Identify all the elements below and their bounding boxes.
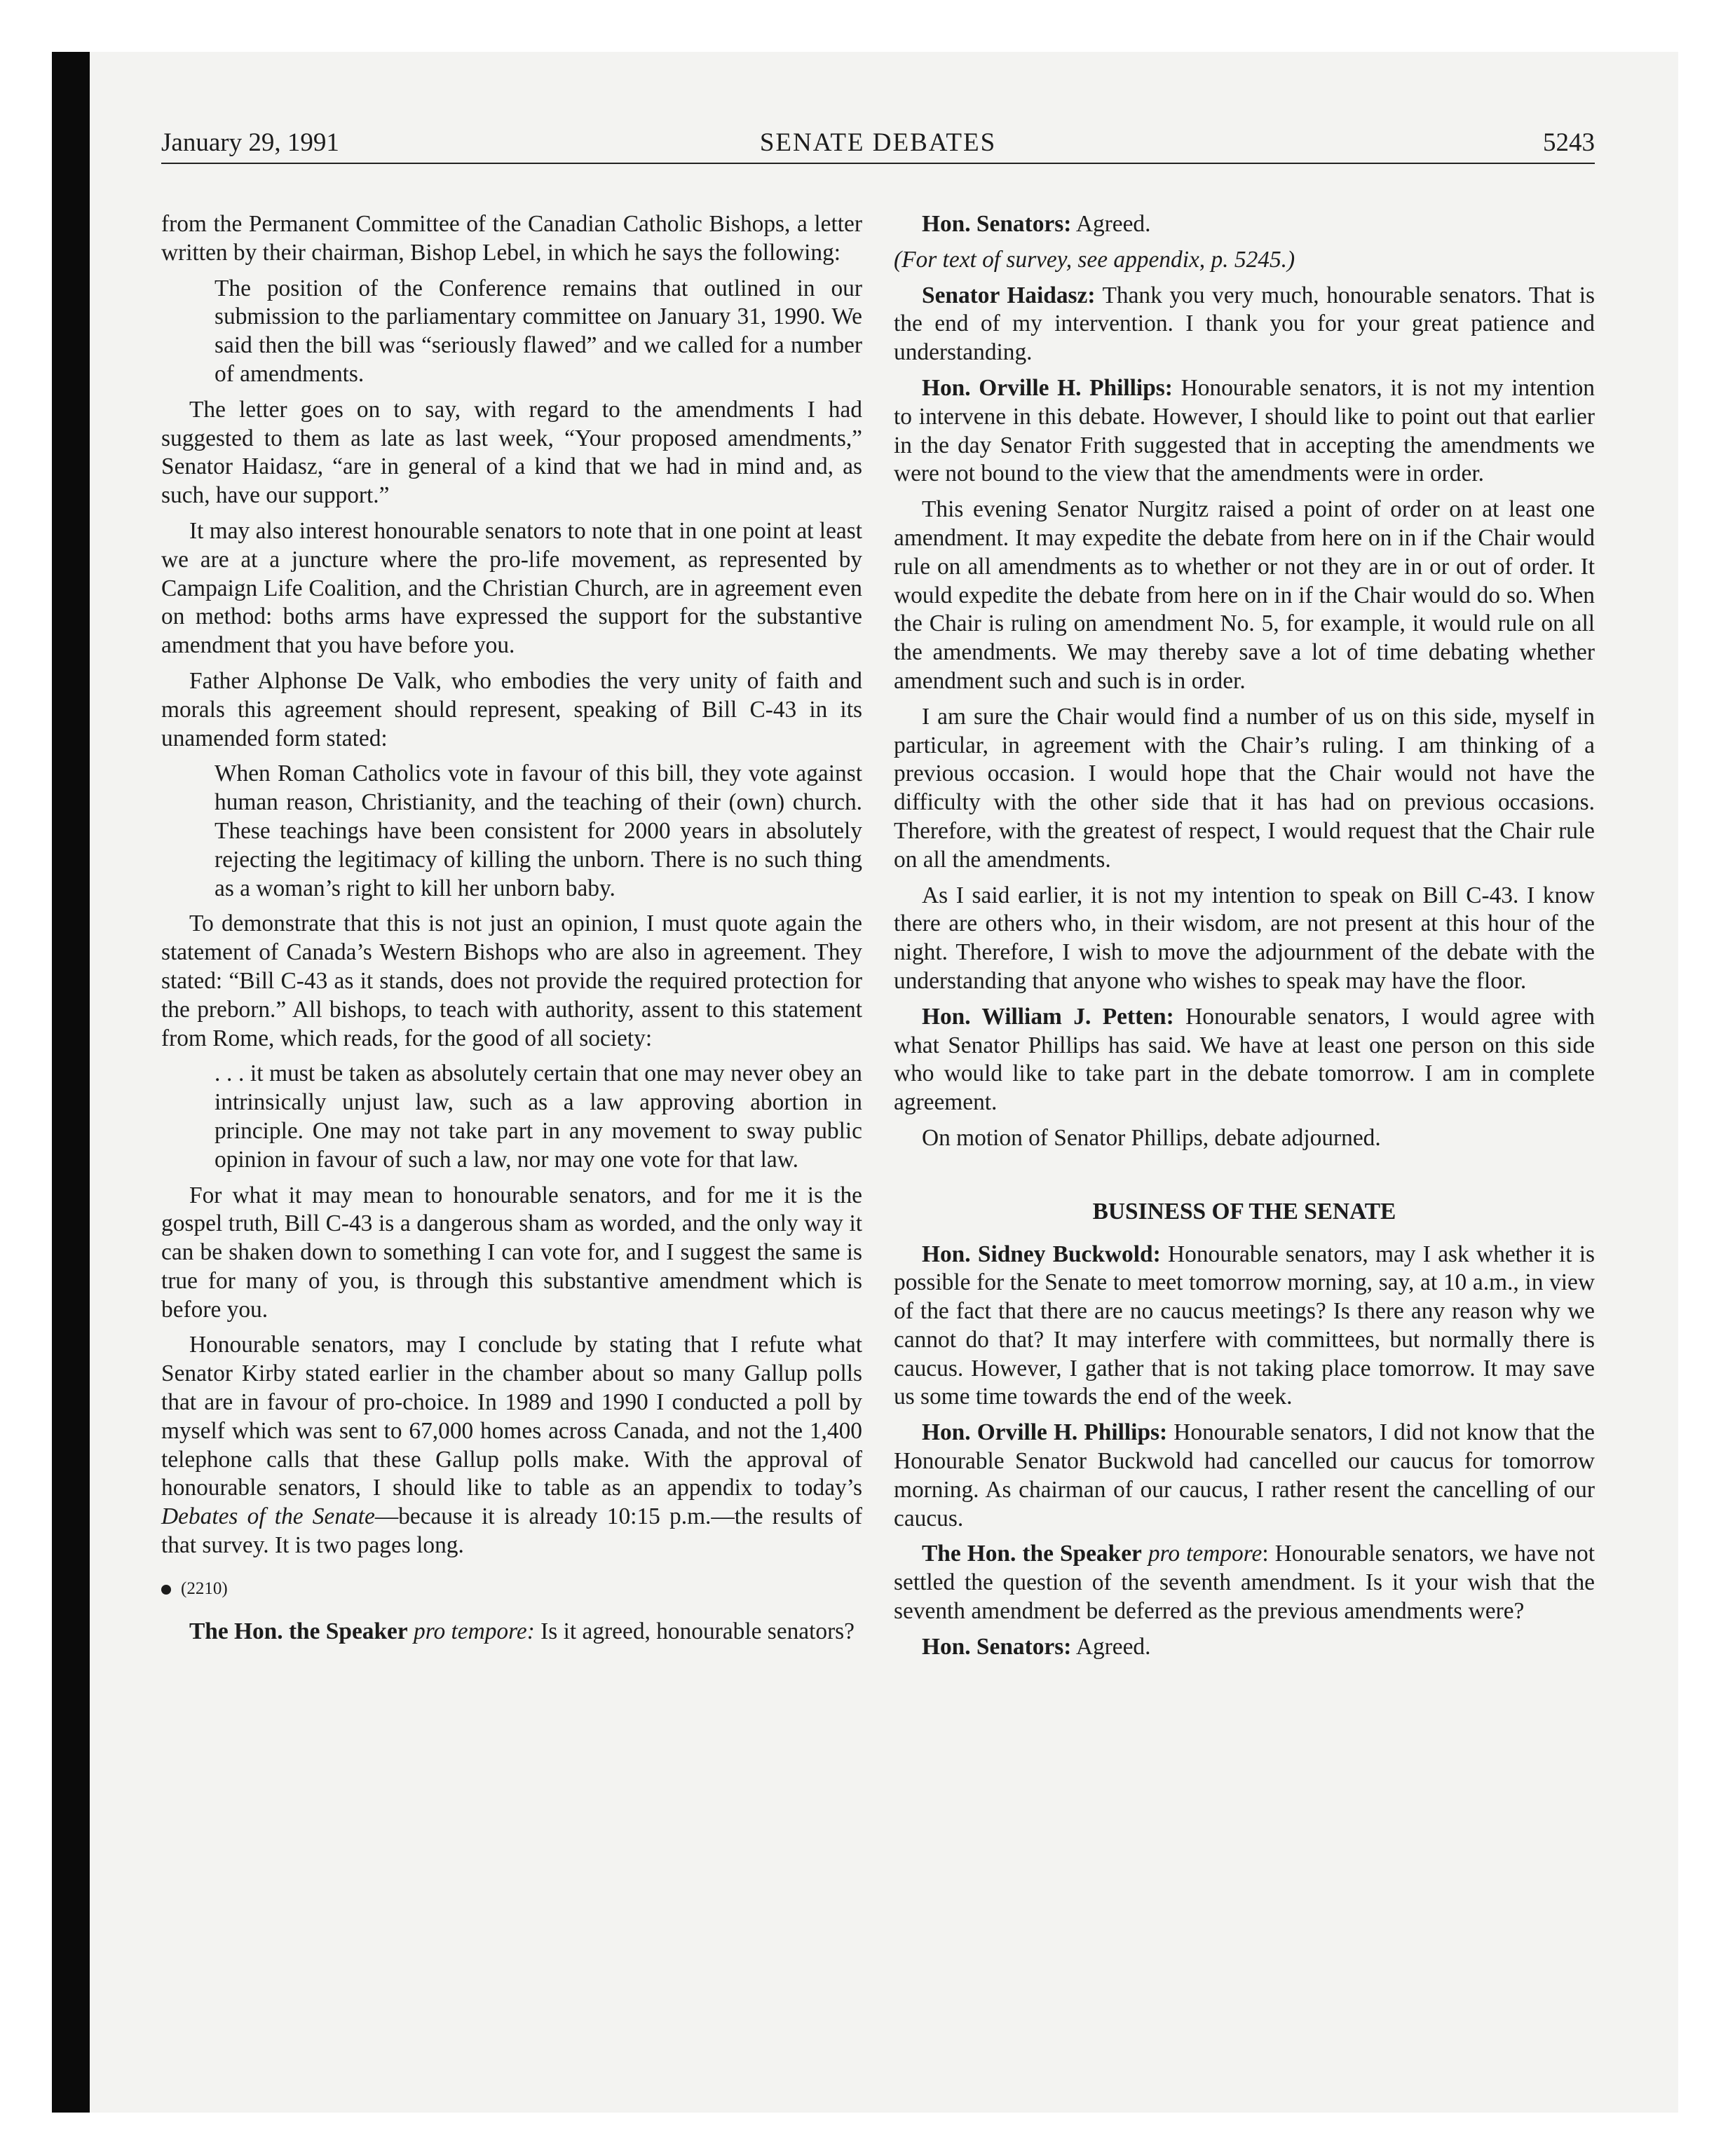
speaker-name: Hon. William J. Petten:: [922, 1003, 1174, 1030]
block-quote: The position of the Conference remains that outlined in our submission to the parliamentary committee on January 31, 1990. We said then the bill was “seriously flawed” and we called for a number of amendments.: [215, 275, 862, 387]
paragraph: It may also interest honourable senators to note that in one point at least we are at a juncture where the pro-life movement, as represented by Campaign Life Coalition, and the Christian Church, are in agreement even on method: boths arms have expressed the support for the substantive amendment that you have before you.: [161, 517, 862, 659]
speech-text: Agreed.: [1071, 1633, 1151, 1660]
paragraph: I am sure the Chair would find a number of us on this side, myself in particular, in agreement with the Chair’s ruling. I am thinking of a previous occasion. I would hope that the Chair would not have the difficulty with the other side that it has had on previous occasions. Therefore, with the greatest of respect, I would request that the Chair rule on all the amendments.: [894, 703, 1595, 873]
speaker-name: Hon. Senators:: [922, 1633, 1072, 1660]
speaker-name: Hon. Orville H. Phillips:: [922, 374, 1173, 401]
speaker-name: The Hon. the Speaker: [922, 1541, 1142, 1567]
speaker-paragraph: [894, 1003, 1595, 1117]
paragraph: The letter goes on to say, with regard to the amendments I had suggested to them as late as last week, “Your proposed amendments,” Senator Haidasz, “are in general of a kind that we had in mind and, as such, have our support.”: [161, 396, 862, 509]
speaker-paragraph: [161, 1618, 862, 1646]
speaker-paragraph: [894, 1241, 1595, 1412]
paragraph: This evening Senator Nurgitz raised a point of order on at least one amendment. It may expedite the debate from here on in if the Chair would rule on all amendments as to whether or not they are in or out of order. It would expedite the debate from here on in if the Chair would do so. When the Chair is ruling on amendment No. 5, for example, it would rule on all the amendments. We may thereby save a lot of time debating whether amendment such and such is in order.: [894, 496, 1595, 694]
binding-edge: [52, 52, 90, 2113]
speaker-paragraph: [894, 1419, 1595, 1533]
speaker-role: pro tempore:: [414, 1618, 535, 1644]
speaker-role: pro tempore: [1148, 1541, 1263, 1567]
paragraph-text: —because it is already 10:15 p.m.—the results of that survey. It is two pages long.: [161, 1503, 862, 1559]
appendix-note: (For text of survey, see appendix, p. 5245.): [894, 246, 1295, 273]
speaker-paragraph: [894, 210, 1595, 239]
speech-text: Is it agreed, honourable senators?: [534, 1618, 855, 1644]
bullet-icon: [161, 1585, 171, 1595]
speaker-paragraph: [894, 282, 1595, 367]
speech-text: Honourable senators, I would agree with what Senator Phillips has said. We have at least one person on this side who would like to take part in the debate tomorrow. I am in complete agreement.: [894, 1003, 1595, 1116]
speaker-paragraph: [894, 374, 1595, 489]
speaker-name: Hon. Orville H. Phillips:: [922, 1419, 1168, 1446]
paragraph: Father Alphonse De Valk, who embodies the very unity of faith and morals this agreement should represent, speaking of Bill C-43 in its unamended form stated:: [161, 667, 862, 751]
block-quote: When Roman Catholics vote in favour of this bill, they vote against human reason, Christianity, and the teaching of their (own) church. These teachings have been consistent for 2000 years in absolutely rejecting the legitimacy of killing the unborn. There is no such thing as a woman’s right to kill her unborn baby.: [215, 760, 862, 901]
paragraph: To demonstrate that this is not just an opinion, I must quote again the statement of Canada’s Western Bishops who are also in agreement. They stated: “Bill C-43 as it stands, does not provide the required protection for the preborn.” All bishops, to teach with authority, assent to this statement from Rome, which reads, for the good of all society:: [161, 910, 862, 1051]
paragraph-text: Honourable senators, may I conclude by stating that I refute what Senator Kirby stated earlier in the chamber about so many Gallup polls that are in favour of pro-choice. In 1989 and 1990 I conducted a poll by myself which was sent to 67,000 homes across Canada, and not the 1,400 telephone calls that these Gallup polls make. With the approval of honourable senators, I should like to table as an appendix to today’s: [161, 1332, 862, 1501]
page-number: 5243: [1543, 128, 1595, 157]
page-header: [161, 123, 1595, 163]
header-date: January 29, 1991: [161, 128, 339, 157]
paragraph: As I said earlier, it is not my intention to speak on Bill C-43. I know there are others who, in their wisdom, are not present at this hour of the night. Therefore, I wish to move the adjournment of the debate with the understanding that anyone who wishes to speak may have the floor.: [894, 882, 1595, 994]
paragraph: [161, 1331, 862, 1560]
publication-title: Debates of the Senate: [161, 1503, 375, 1530]
speech-text: Honourable senators, it is not my intention to intervene in this debate. However, I should like to point out that earlier in the day Senator Frith suggested that in accepting the amendments we were not bound to the view that the amendments were in order.: [894, 374, 1595, 487]
header-rule: [161, 163, 1595, 164]
speech-text: Thank you very much, honourable senators. That is the end of my intervention. I thank you for your great patience and understanding.: [894, 282, 1595, 366]
paragraph: For what it may mean to honourable senators, and for me it is the gospel truth, Bill C-43 is a dangerous sham as worded, and the only way it can be shaken down to something I can vote for, and I suggest the same is true for many of you, is through this substantive amendment which is before you.: [161, 1182, 862, 1323]
right-column: [894, 210, 1595, 1669]
speech-text: Honourable senators, may I ask whether it is possible for the Senate to meet tomorrow morning, say, at 10 a.m., in view of the fact that there are no caucus meetings? Is there any reason why we cannot do that? It may interfere with committees, but normally there is caucus. However, I gather that is not taking place tomorrow. It may save us some time towards the end of the week.: [894, 1241, 1595, 1410]
speech-text: : Honourable senators, we have not settled the question of the seventh amendment. Is it your wish that the seventh amendment be deferred as the previous amendments were?: [894, 1541, 1595, 1625]
speaker-name: Hon. Sidney Buckwold:: [922, 1241, 1161, 1267]
left-column: [161, 210, 862, 1653]
speaker-paragraph: [894, 1540, 1595, 1625]
speaker-name: Hon. Senators:: [922, 211, 1072, 237]
speaker-name: Senator Haidasz:: [922, 282, 1096, 308]
block-quote: . . . it must be taken as absolutely certain that one may never obey an intrinsically unjust law, such as a law approving abortion in principle. One may not take part in any movement to sway public opinion in favour of such a law, nor may one vote for that law.: [215, 1060, 862, 1173]
speech-text: Agreed.: [1071, 211, 1151, 237]
speaker-name: The Hon. the Speaker: [189, 1618, 408, 1644]
time-marker-text: (2210): [181, 1578, 228, 1598]
speaker-paragraph: [894, 1633, 1595, 1662]
time-marker: [161, 1578, 862, 1599]
paragraph: On motion of Senator Phillips, debate adjourned.: [922, 1124, 1381, 1151]
header-title: SENATE DEBATES: [759, 128, 997, 157]
speech-text: Honourable senators, I did not know that the Honourable Senator Buckwold had cancelled our caucus for tomorrow morning. As chairman of our caucus, I rather resent the cancelling of our caucus.: [894, 1419, 1595, 1531]
paragraph: from the Permanent Committee of the Canadian Catholic Bishops, a letter written by their chairman, Bishop Lebel, in which he says the following:: [161, 211, 862, 266]
section-heading: BUSINESS OF THE SENATE: [1092, 1198, 1396, 1224]
